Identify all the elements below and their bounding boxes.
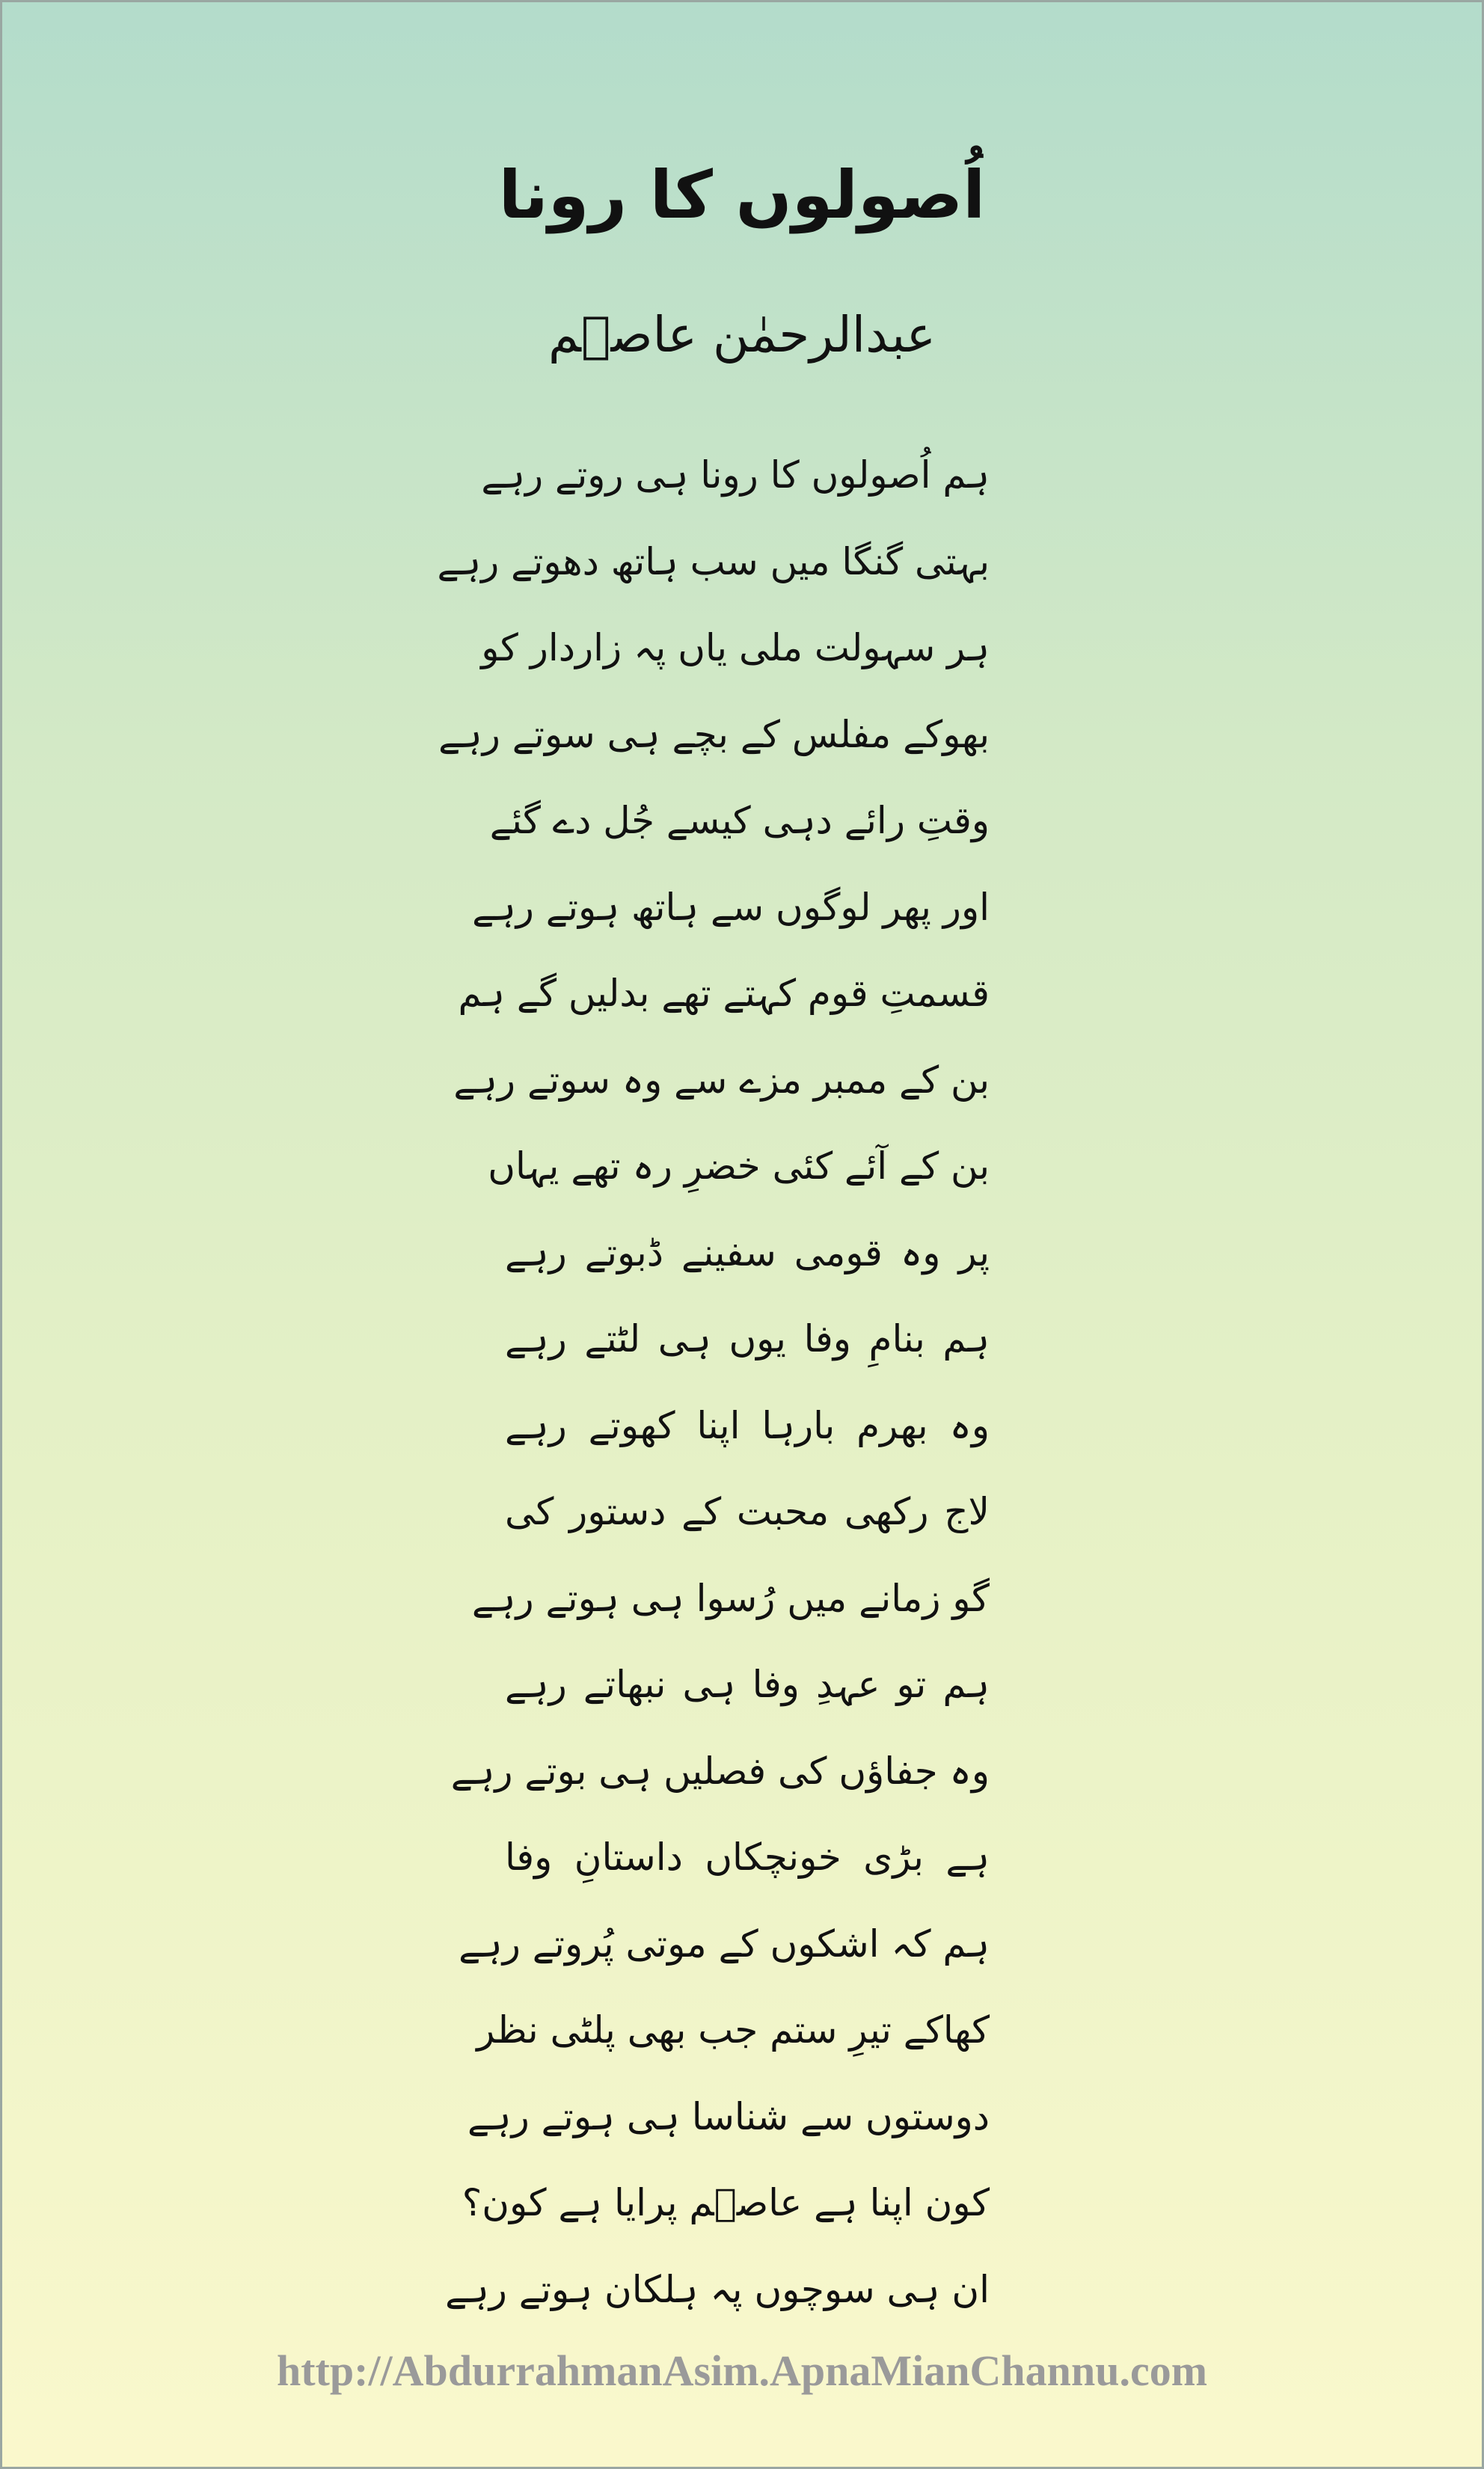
poem-title: اُصولوں کا رونا <box>498 156 986 233</box>
poem-line: اور پھر لوگوں سے ہاتھ ہوتے رہے <box>472 885 990 929</box>
poem-line: گو زمانے میں رُسوا ہی ہوتے رہے <box>471 1576 990 1620</box>
poem-line: کھاکے تیرِ ستم جب بھی پلٹی نظر <box>476 2008 990 2052</box>
poem-line: وہ بھرم بارہا اپنا کھوتے رہے <box>505 1403 990 1447</box>
poem-line: دوستوں سے شناسا ہی ہوتے رہے <box>467 2094 990 2138</box>
poem-line: وقتِ رائے دہی کیسے جُل دے گئے <box>489 799 990 842</box>
poem-line: ہم بنامِ وفا یوں ہی لٹتے رہے <box>505 1317 990 1361</box>
poem-line: کون اپنا ہے عاصؔم پرایا ہے کون؟ <box>462 2181 990 2224</box>
poem-line: وہ جفاؤں کی فصلیں ہی بوتے رہے <box>450 1749 990 1793</box>
poem-line: بہتی گنگا میں سب ہاتھ دھوتے رہے <box>437 539 990 583</box>
poem-line: ہم اُصولوں کا رونا ہی روتے رہے <box>481 453 990 497</box>
website-url[interactable]: http://AbdurrahmanAsim.ApnaMianChannu.com <box>276 2346 1208 2395</box>
poem-line: ہم کہ اشکوں کے موتی پُروتے رہے <box>459 1921 990 1966</box>
poem-line: ہر سہولت ملی یاں پہ زاردار کو <box>481 626 990 669</box>
poem-line: بن کے ممبر مزے سے وہ سوتے رہے <box>453 1058 990 1102</box>
poem-line: بن کے آئے کئی خضرِ رہ تھے یہاں <box>488 1144 990 1188</box>
poem-line: لاج رکھی محبت کے دستور کی <box>505 1490 990 1533</box>
poem-line: پر وہ قومی سفینے ڈبوتے رہے <box>505 1230 990 1275</box>
poem-line: بھوکے مفلس کے بچے ہی سوتے رہے <box>438 712 990 756</box>
poem-line: ہم تو عہدِ وفا ہی نبھاتے رہے <box>505 1663 990 1706</box>
poem-line: قسمتِ قوم کہتے تھے بدلیں گے ہم <box>458 972 990 1015</box>
poem-body <box>437 438 990 2338</box>
poem-line: ان ہی سوچوں پہ ہلکان ہوتے رہے <box>445 2267 990 2311</box>
poem-line: ہے بڑی خونچکاں داستانِ وفا <box>505 1835 990 1879</box>
poet-name: عبدالرحمٰن عاصؔم <box>548 306 936 364</box>
